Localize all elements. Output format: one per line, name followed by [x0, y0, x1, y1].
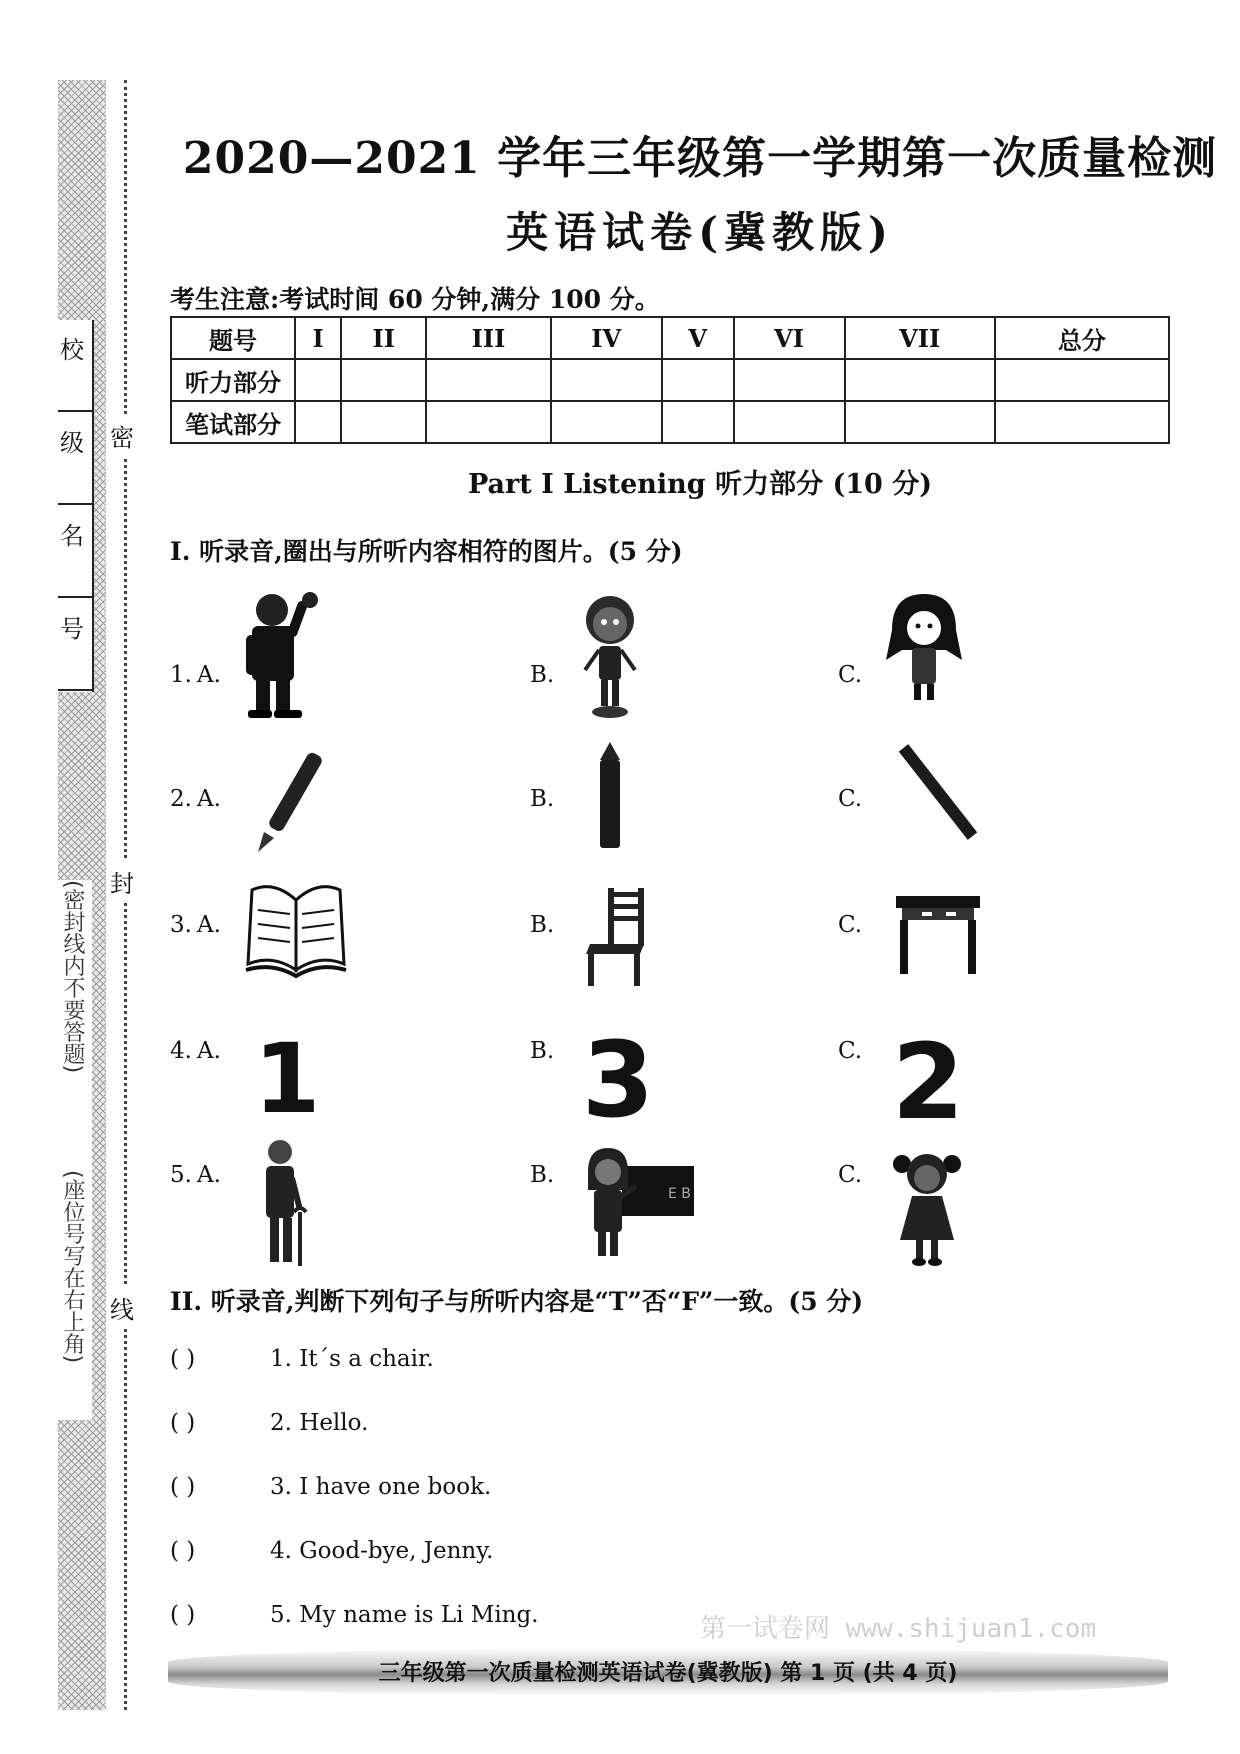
- tf-item: [170, 1346, 870, 1372]
- question-number: 1.: [170, 662, 192, 688]
- answer-blank[interactable]: ( ): [170, 1410, 196, 1436]
- seal-char-xian: 线: [110, 1286, 134, 1329]
- score-col-header: VI: [734, 317, 845, 359]
- score-row-label: 听力部分: [171, 359, 295, 401]
- part-heading: Part I Listening 听力部分 (10 分): [467, 469, 932, 500]
- score-col-header: III: [426, 317, 550, 359]
- score-cell[interactable]: [662, 401, 734, 443]
- option-label: A.: [197, 1162, 221, 1188]
- school-field[interactable]: 校: [58, 320, 92, 412]
- site-watermark: 第一试卷网 www.shijuan1.com: [700, 1614, 1097, 1644]
- score-col-header: IV: [551, 317, 662, 359]
- score-row-writing: [171, 401, 1169, 443]
- desk-icon[interactable]: [896, 896, 980, 974]
- chair-icon[interactable]: [586, 888, 648, 988]
- score-col-header: V: [662, 317, 734, 359]
- question-number: 2.: [170, 786, 192, 812]
- option-label: A.: [197, 912, 221, 938]
- option-label: B.: [530, 1162, 555, 1188]
- margin-note-strip: [58, 880, 92, 1420]
- teacher-icon[interactable]: [576, 1148, 696, 1258]
- score-col-header: I: [295, 317, 341, 359]
- score-cell[interactable]: [341, 359, 426, 401]
- score-cell[interactable]: [845, 359, 995, 401]
- score-cell[interactable]: [995, 401, 1169, 443]
- number-one-icon[interactable]: [253, 1023, 321, 1135]
- tf-sentence: 5. My name is Li Ming.: [270, 1602, 539, 1628]
- score-cell[interactable]: [995, 359, 1169, 401]
- score-cell[interactable]: [662, 359, 734, 401]
- svg-text:1: 1: [253, 1023, 321, 1135]
- tf-sentence: 3. I have one book.: [270, 1474, 492, 1500]
- option-label: C.: [838, 1162, 863, 1188]
- score-cell[interactable]: [426, 359, 550, 401]
- exam-notice: 考生注意:考试时间 60 分钟,满分 100 分。: [170, 285, 660, 314]
- seal-char-feng: 封: [110, 860, 134, 903]
- tf-sentence: 1. It´s a chair.: [270, 1346, 434, 1372]
- student-info-box: [58, 320, 94, 692]
- section-2-title: II. 听录音,判断下列句子与所听内容是“T”否“F”一致。(5 分): [170, 1287, 864, 1316]
- pencil-icon[interactable]: [597, 742, 623, 854]
- name-field[interactable]: 名: [58, 506, 92, 598]
- score-table-header-row: [171, 317, 1169, 359]
- answer-blank[interactable]: ( ): [170, 1346, 196, 1372]
- answer-blank[interactable]: ( ): [170, 1538, 196, 1564]
- question-number: 3.: [170, 912, 192, 938]
- score-row-listening: [171, 359, 1169, 401]
- exam-title: 2020—2021 学年三年级第一学期第一次质量检测: [182, 133, 1218, 184]
- book-icon[interactable]: [244, 880, 348, 980]
- ruler-icon[interactable]: [900, 742, 980, 842]
- exam-subtitle: 英语试卷(冀教版): [506, 208, 894, 257]
- option-label: B.: [530, 662, 555, 688]
- boy-icon[interactable]: [575, 592, 645, 720]
- option-label: C.: [838, 912, 863, 938]
- answer-blank[interactable]: ( ): [170, 1474, 196, 1500]
- grandpa-icon[interactable]: [260, 1138, 310, 1268]
- score-col-header: 总分: [995, 317, 1169, 359]
- option-label: A.: [197, 1038, 221, 1064]
- little-girl-icon[interactable]: [892, 1150, 962, 1266]
- margin-note-2: (座位号写在右上角): [60, 1170, 85, 1364]
- option-label: A.: [197, 662, 221, 688]
- number-field[interactable]: 号: [58, 599, 92, 691]
- tf-item: [170, 1538, 870, 1564]
- score-cell[interactable]: [551, 401, 662, 443]
- score-col-header: VII: [845, 317, 995, 359]
- svg-text:2: 2: [891, 1021, 965, 1143]
- svg-text:3: 3: [581, 1019, 655, 1141]
- question-number: 5.: [170, 1162, 192, 1188]
- score-cell[interactable]: [426, 401, 550, 443]
- margin-note-1: (密封线内不要答题): [60, 880, 85, 1074]
- score-cell[interactable]: [341, 401, 426, 443]
- option-label: C.: [838, 786, 863, 812]
- tf-sentence: 2. Hello.: [270, 1410, 369, 1436]
- svg-text:E B: E B: [668, 1186, 691, 1202]
- page-footer: 三年级第一次质量检测英语试卷(冀教版) 第 1 页 (共 4 页): [378, 1661, 958, 1686]
- option-label: B.: [530, 912, 555, 938]
- option-label: B.: [530, 1038, 555, 1064]
- seal-char-mi: 密: [110, 414, 134, 457]
- option-label: B.: [530, 786, 555, 812]
- score-cell[interactable]: [295, 359, 341, 401]
- pen-icon[interactable]: [250, 748, 330, 858]
- score-cell[interactable]: [734, 401, 845, 443]
- question-number: 4.: [170, 1038, 192, 1064]
- answer-blank[interactable]: ( ): [170, 1602, 196, 1628]
- score-table: [170, 316, 1170, 444]
- grade-field[interactable]: 级: [58, 413, 92, 505]
- score-cell[interactable]: [551, 359, 662, 401]
- number-two-icon[interactable]: [891, 1021, 965, 1143]
- score-cell[interactable]: [295, 401, 341, 443]
- option-label: C.: [838, 662, 863, 688]
- option-label: A.: [197, 786, 221, 812]
- girl-icon[interactable]: [882, 590, 966, 708]
- score-col-header: II: [341, 317, 426, 359]
- tf-item: [170, 1410, 870, 1436]
- score-row-label: 笔试部分: [171, 401, 295, 443]
- tf-item: [170, 1474, 870, 1500]
- waving-man-icon[interactable]: [232, 590, 332, 720]
- score-cell[interactable]: [734, 359, 845, 401]
- section-1-title: I. 听录音,圈出与所听内容相符的图片。(5 分): [170, 537, 683, 566]
- number-three-icon[interactable]: [581, 1019, 655, 1141]
- score-cell[interactable]: [845, 401, 995, 443]
- score-col-header: 题号: [171, 317, 295, 359]
- option-label: C.: [838, 1038, 863, 1064]
- tf-sentence: 4. Good-bye, Jenny.: [270, 1538, 494, 1564]
